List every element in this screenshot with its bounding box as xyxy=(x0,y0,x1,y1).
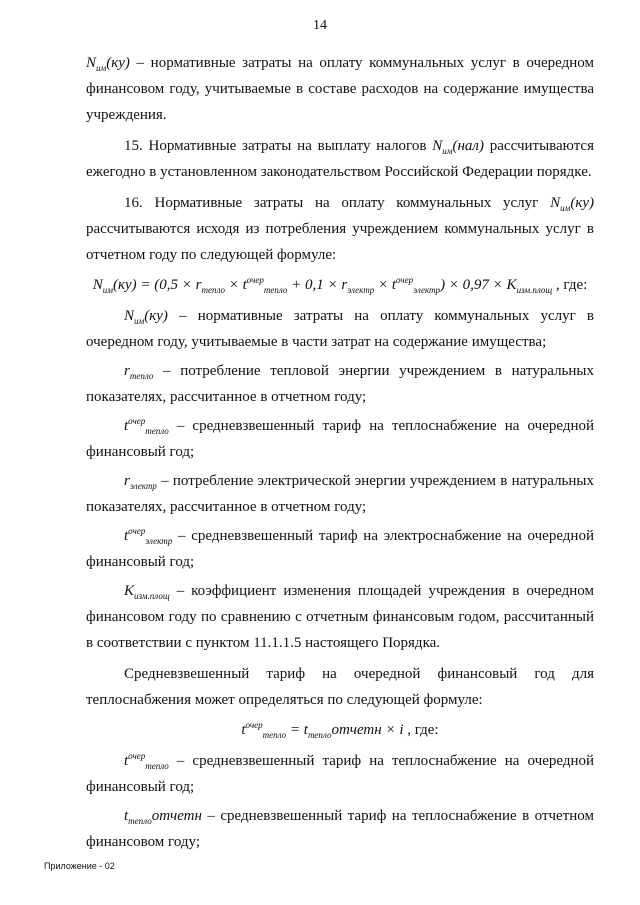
formula-symbol-n-ku: $N_{им}(ку)$ xyxy=(550,195,594,213)
paragraph-taxes: 15. Нормативные затраты на выплату налогов $N_{им}(нал)$ рассчитываются ежегодно в установленном законодательством Российской Федерации порядке. xyxy=(86,138,594,180)
tariff-formula: $t^{очер}_{тепло}$ = $t_{тепло}отчетн \times i$ , где: xyxy=(241,720,439,740)
page-footer: Приложение - 02 xyxy=(44,861,115,871)
definition-r-heat: $r_{тепло}$ – потребление тепловой энергии учреждением в натуральных показателях, рассчитанное в отчетном году; xyxy=(86,363,594,405)
definition-t-electric: $t^{очер}_{электр}$ – средневзвешенный тариф на электроснабжение на очередной финансовый год; xyxy=(86,526,594,570)
paragraph-tariff: Средневзвешенный тариф на очередной финансовый год для теплоснабжения может определяться по следующей формуле: xyxy=(86,666,594,708)
document-content xyxy=(86,50,594,855)
definition-t-heat: $t^{очер}_{тепло}$ – средневзвешенный тариф на теплоснабжение на очередной финансовый год; xyxy=(86,416,594,460)
definition-tariff-current: $t^{очер}_{тепло}$ – средневзвешенный тариф на теплоснабжение на очередной финансовый год; xyxy=(86,751,594,795)
definition-k-area: $K_{изм.площ}$ – коэффициент изменения площадей учреждения в очередном финансовом году по сравнению с отчетным финансовым годом, рассчитанный в соответствии с пунктом 11.1.1.5 настоящего Порядка. xyxy=(86,583,594,651)
definition-tariff-reporting: $t_{тепло}отчетн$ – средневзвешенный тариф на теплоснабжение в отчетном финансовом году; xyxy=(86,808,594,850)
main-utilities-formula: $N_{им}(ку) = (0,5 \times r_{тепло} \times t^{очер}_{тепло} + 0,1 \times r_{электр} \times t^{очер}_{электр}) \times 0,97 \times K_{изм.площ}$ , где: xyxy=(92,275,588,295)
page-number: 14 xyxy=(313,18,327,33)
definition-n-ku: $N_{им}(ку)$ – нормативные затраты на оплату коммунальных услуг в очередном году, учитываемые в части затрат на содержание имущества; xyxy=(86,308,594,350)
paragraph-ku-definition: $N_{им}(ку)$ – нормативные затраты на оплату коммунальных услуг в очередном финансовом году, учитываемые в составе расходов на содержание имущества учреждения. xyxy=(86,55,594,123)
formula-symbol-n-tax: $N_{им}(нал)$ xyxy=(432,138,484,156)
definition-r-electric: $r_{электр}$ – потребление электрической энергии учреждением в натуральных показателях, рассчитанное в отчетном году; xyxy=(86,473,594,515)
formula-symbol-n: $N_{им}(ку)$ xyxy=(86,55,130,73)
paragraph-utilities: 16. Нормативные затраты на оплату коммунальных услуг $N_{им}(ку)$ рассчитываются исходя из потребления учреждением коммунальных услуг в отчетном году по следующей формуле: xyxy=(86,195,594,263)
